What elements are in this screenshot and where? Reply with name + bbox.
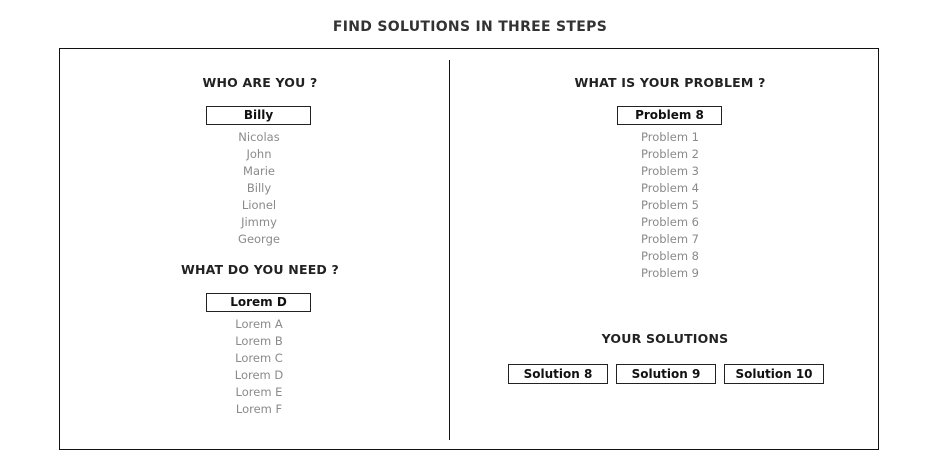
need-option-lorem-a[interactable]: Lorem A <box>235 317 283 331</box>
who-selected-select[interactable]: Billy <box>206 106 311 125</box>
who-option-billy[interactable]: Billy <box>246 181 272 195</box>
problem-options-list <box>590 129 750 282</box>
need-options-list <box>179 316 339 418</box>
problem-option-6[interactable]: Problem 6 <box>641 215 699 229</box>
who-option-john[interactable]: John <box>246 147 272 161</box>
need-option-lorem-c[interactable]: Lorem C <box>235 351 283 365</box>
need-option-lorem-b[interactable]: Lorem B <box>235 334 283 348</box>
column-divider <box>449 60 450 440</box>
need-selected-select[interactable]: Lorem D <box>206 293 311 312</box>
solution-10-button[interactable]: Solution 10 <box>724 364 824 384</box>
your-solutions-title: YOUR SOLUTIONS <box>601 331 729 346</box>
solution-9-button[interactable]: Solution 9 <box>616 364 716 384</box>
who-option-nicolas[interactable]: Nicolas <box>238 130 280 144</box>
who-are-you-title: WHO ARE YOU ? <box>202 75 318 90</box>
problem-option-5[interactable]: Problem 5 <box>641 198 699 212</box>
problem-option-8[interactable]: Problem 8 <box>641 249 699 263</box>
need-option-lorem-e[interactable]: Lorem E <box>235 385 283 399</box>
solution-8-button[interactable]: Solution 8 <box>508 364 608 384</box>
what-do-you-need-title: WHAT DO YOU NEED ? <box>180 262 340 277</box>
who-options-list <box>179 129 339 248</box>
who-option-jimmy[interactable]: Jimmy <box>241 215 277 229</box>
who-option-lionel[interactable]: Lionel <box>241 198 277 212</box>
problem-option-1[interactable]: Problem 1 <box>641 130 699 144</box>
need-option-lorem-d[interactable]: Lorem D <box>234 368 284 382</box>
problem-option-2[interactable]: Problem 2 <box>641 147 699 161</box>
what-is-your-problem-title: WHAT IS YOUR PROBLEM ? <box>574 75 766 90</box>
who-option-george[interactable]: George <box>238 232 280 246</box>
wizard-panel <box>59 48 879 450</box>
who-option-marie[interactable]: Marie <box>243 164 275 178</box>
page-title: FIND SOLUTIONS IN THREE STEPS <box>332 19 608 35</box>
problem-option-4[interactable]: Problem 4 <box>641 181 699 195</box>
need-option-lorem-f[interactable]: Lorem F <box>235 402 283 416</box>
problem-selected-select[interactable]: Problem 8 <box>617 106 722 125</box>
problem-option-7[interactable]: Problem 7 <box>641 232 699 246</box>
problem-option-3[interactable]: Problem 3 <box>641 164 699 178</box>
problem-option-9[interactable]: Problem 9 <box>641 266 699 280</box>
